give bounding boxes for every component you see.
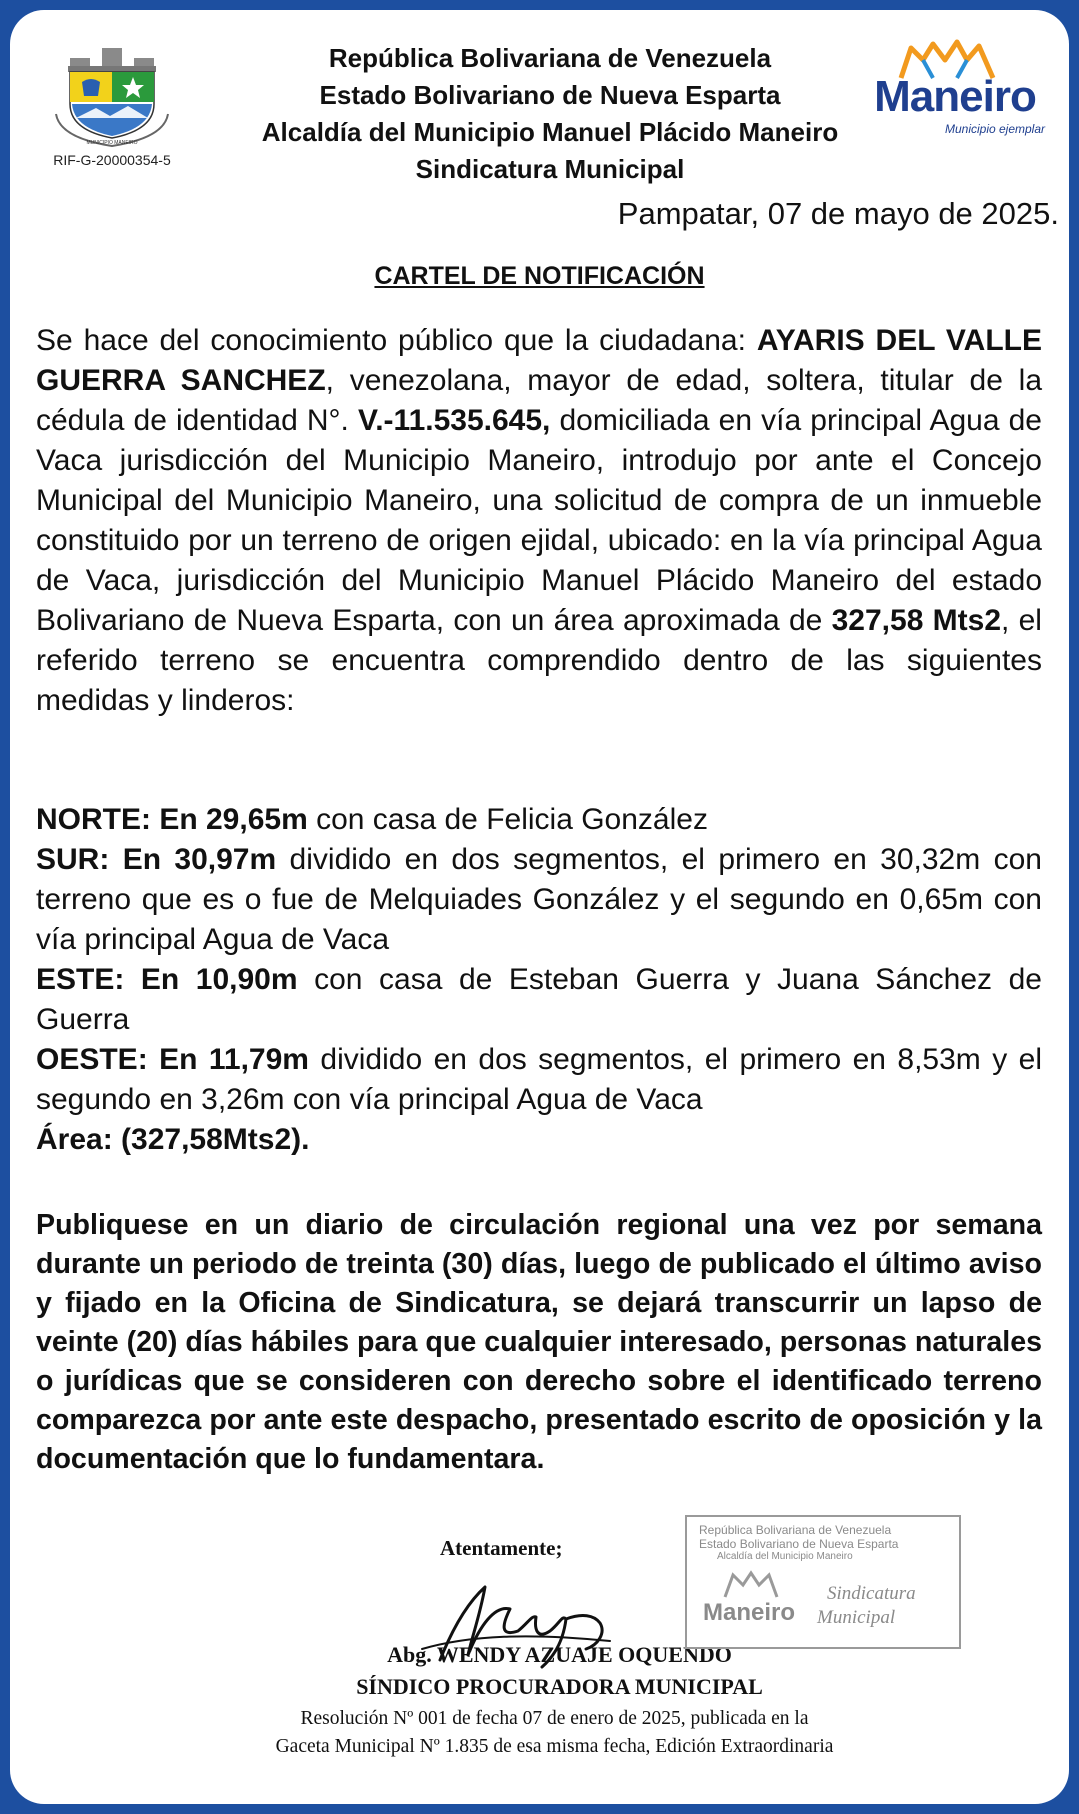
boundary-norte [36,800,1042,840]
boundary-este-label: ESTE: En 10,90m [36,963,298,996]
boundary-oeste-text: dividido en dos segmentos, el primero en 8,53m y el segundo en 3,26m con vía principal Agua de Vaca [36,1043,1043,1116]
header-line-1: República Bolivariana de Venezuela [328,43,772,73]
boundary-sur-text: dividido en dos segmentos, el primero en 30,32m con terreno que es o fue de Melquiades González y el segundo en 0,65m con vía principal Agua de Vaca [36,843,1042,956]
maneiro-logo [855,38,1055,138]
boundaries-section [36,800,1042,1160]
notice-card [10,10,1069,1804]
municipal-crest-icon [50,38,174,150]
boundary-sur-label: SUR: En 30,97m [36,843,277,876]
maneiro-logo-name: Maneiro [874,72,1036,121]
signer-role: SÍNDICO PROCURADORA MUNICIPAL [356,1674,763,1699]
stamp-right-2: Municipal [817,1607,896,1628]
stamp-logo-icon [721,1569,781,1599]
letterhead [210,40,890,188]
id-number: V.-11.535.645, [357,404,551,437]
boundary-area: Área: (327,58Mts2). [36,1123,310,1156]
applicant-name: AYARIS DEL VALLE GUERRA SANCHEZ [36,324,1042,397]
stamp-line-3: Alcaldía del Municipio Maneiro [717,1551,853,1562]
notice-title: CARTEL DE NOTIFICACIÓN [374,262,705,290]
boundary-norte-text: con casa de Felicia González [307,803,708,836]
resolution-line-2: Gaceta Municipal Nº 1.835 de esa misma fecha, Edición Extraordinaria [275,1736,834,1757]
boundary-este-text: con casa de Esteban Guerra y Juana Sánchez de Guerra [36,963,1042,1036]
boundary-este [36,960,1042,1040]
boundary-oeste-label: OESTE: En 11,79m [36,1043,309,1076]
intro-text-3: domiciliada en vía principal Agua de Vaca jurisdicción del Municipio Maneiro, introdujo por ante el Concejo Municipal del Municipio Maneiro, una solicitud de compra de un inmueble constituido por un terreno de origen ejidal, ubicado: en la vía principal Agua de Vaca, jurisdicción del Municipio Manuel Plácido Maneiro del estado Bolivariano de Nueva Esparta, con un área aproximada de [36,404,1042,637]
header-line-2: Estado Bolivariano de Nueva Esparta [319,80,781,110]
stamp-line-2: Estado Bolivariano de Nueva Esparta [699,1537,899,1551]
stamp-logo-name: Maneiro [703,1599,796,1626]
stamp-right-1: Sindicatura [827,1583,916,1604]
land-area: 327,58 Mts2 [831,604,1002,637]
publication-paragraph: Publiquese en un diario de circulación regional una vez por semana durante un periodo de treinta (30) días, luego de publicado el último aviso y fijado en la Oficina de Sindicatura, se dejará transcurrir un lapso de veinte (20) días hábiles para que cualquier interesado, personas naturales o jurídicas que se consideren con derecho sobre el identificado terreno comparezca por ante este despacho, presentado escrito de oposición y la documentación que lo fundamentara. [36,1209,1042,1475]
intro-text-1: Se hace del conocimiento público que la ciudadana: [36,324,757,357]
maneiro-logo-tagline: Municipio ejemplar [944,122,1046,136]
header-line-4: Sindicatura Municipal [415,154,685,184]
rif-number: RIF-G-20000354-5 [53,152,171,168]
intro-text-2: , venezolana, mayor de edad, soltera, titular de la cédula de identidad N°. [36,364,1043,437]
boundary-sur [36,840,1042,960]
boundary-norte-label: NORTE: En 29,65m [36,803,308,836]
official-stamp [685,1515,961,1649]
stamp-line-1: República Bolivariana de Venezuela [699,1523,892,1537]
boundary-oeste [36,1040,1042,1120]
signer-name: Abg. WENDY AZUAJE OQUENDO [387,1642,732,1667]
intro-paragraph [36,321,1042,721]
intro-text-4: , el referido terreno se encuentra comprendido dentro de las siguientes medidas y linderos: [36,604,1042,717]
notice-date: Pampatar, 07 de mayo de 2025. [617,196,1059,231]
header-line-3: Alcaldía del Municipio Manuel Plácido Maneiro [261,117,839,147]
resolution-line-1: Resolución Nº 001 de fecha 07 de enero de 2025, publicada en la [300,1708,809,1729]
closing-text: Atentamente; [440,1536,563,1560]
crest-ribbon-text: MUNICIPIO MANEIRO [86,140,138,146]
